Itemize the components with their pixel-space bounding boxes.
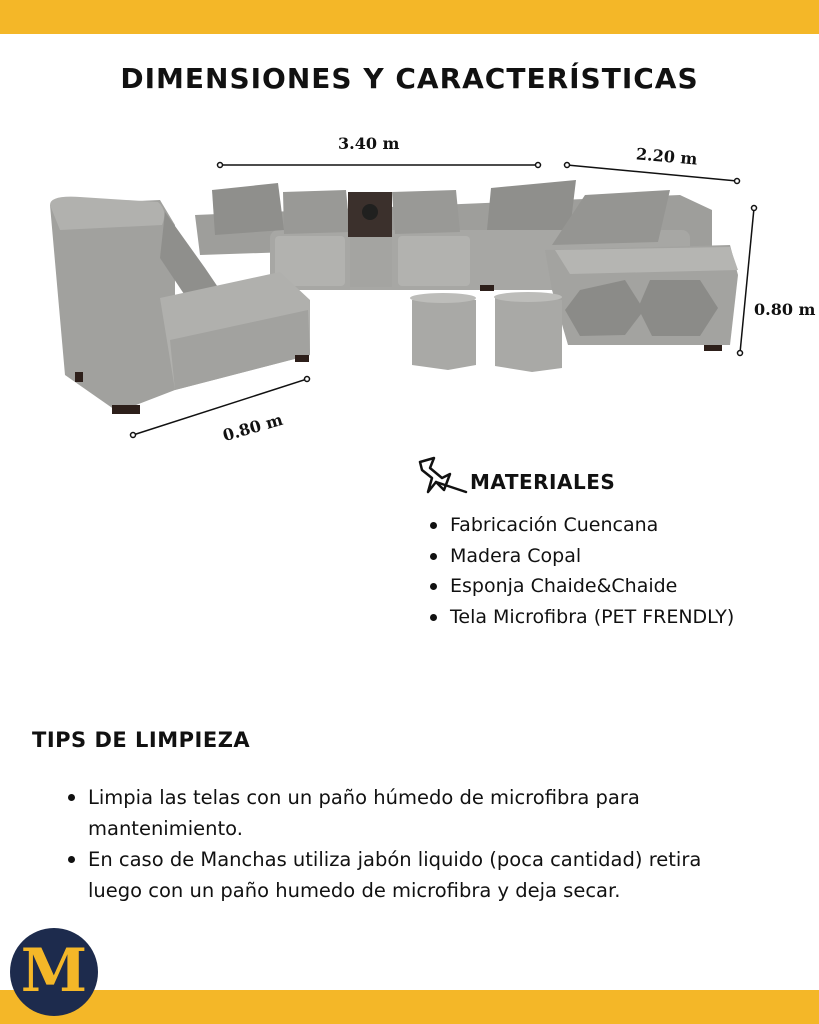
bottom-accent-bar [0, 990, 819, 1024]
dimension-line-side [565, 163, 740, 184]
ottomans [410, 292, 562, 372]
brand-logo [10, 928, 98, 1016]
page-title: DIMENSIONES Y CARACTERÍSTICAS [120, 62, 699, 95]
logo-letter: M [20, 936, 88, 1006]
materials-item: Tela Microfibra (PET FRENDLY) [428, 602, 734, 633]
sofa-illustration [40, 150, 819, 450]
tips-title: TIPS DE LIMPIEZA [32, 728, 251, 752]
tips-item: Limpia las telas con un paño húmedo de microfibra para mantenimiento. [66, 782, 746, 844]
materials-list [428, 510, 734, 632]
dimension-line-top [218, 163, 541, 168]
tips-item: En caso de Manchas utiliza jabón liquido (poca cantidad) retira luego con un paño humedo de microfibra y deja secar. [66, 844, 746, 906]
pushpin-icon [414, 456, 470, 496]
dimension-line-height [738, 206, 757, 356]
dimension-length-top: 3.40 m [338, 134, 400, 153]
dimension-height: 0.80 m [754, 300, 816, 319]
materials-item: Esponja Chaide&Chaide [428, 571, 734, 602]
top-accent-bar [0, 0, 819, 34]
dimension-depth: 0.80 m [220, 409, 285, 446]
materials-item: Madera Copal [428, 541, 734, 572]
materials-item: Fabricación Cuencana [428, 510, 734, 541]
dimension-length-side: 2.20 m [635, 144, 699, 169]
materials-title: MATERIALES [470, 470, 616, 494]
tips-list [66, 782, 746, 906]
